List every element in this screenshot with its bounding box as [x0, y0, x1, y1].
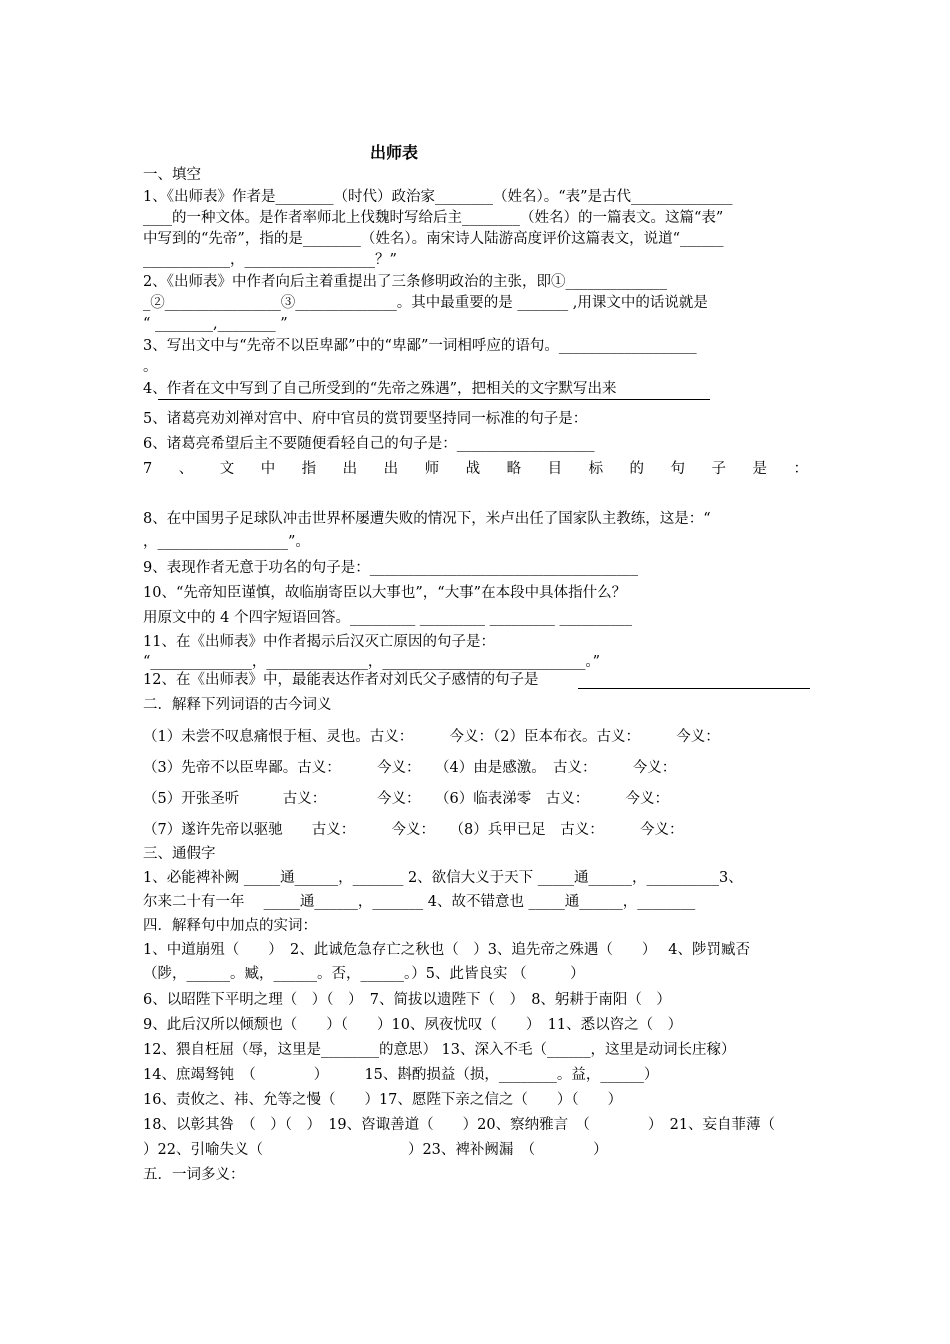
shici-row-7: 16、责攸之、祎、允等之慢（ ）17、愿陛下亲之信之（ ）（ ） — [143, 1092, 623, 1108]
shici-row-2: （陟，______。臧，______。否，______。）5、此皆良实 （ ） — [143, 966, 585, 982]
section-tongjia-heading: 三、通假字 — [143, 846, 216, 862]
tongjia-row-2: 尔来二十有一年 _____通______，_______ 4、故不错意也 _____通______，________ — [143, 894, 696, 910]
question-1-line-1: 1、《出师表》作者是________（时代）政治家________（姓名）。“表”是古代______________ — [143, 189, 733, 205]
section-fill-heading: 一、填空 — [143, 167, 201, 183]
question-11-line-2: “______________，______________，____________________________。” — [143, 654, 601, 670]
q7-char: 是 — [752, 461, 767, 477]
question-2-line-3: “ ________,________ ” — [143, 316, 288, 332]
shici-row-8: 18、以彰其咎 （ ）（ ） 19、咨诹善道（ ）20、察纳雅言 （ ） 21、妄自菲薄（ — [143, 1117, 776, 1133]
question-8-line-2: ，__________________”。 — [143, 534, 310, 550]
shici-row-5: 12、猥自枉屈（辱，这里是________的意思） 13、深入不毛（______，这里是动词长庄稼） — [143, 1042, 736, 1058]
q7-char: 子 — [711, 461, 727, 477]
question-10-line-1: 10、“先帝知臣谨慎，故临崩寄臣以大事也”，“大事”在本段中具体指什么？ — [143, 585, 627, 601]
q7-char: 句 — [670, 461, 686, 477]
vocab-row-2: （3）先帝不以臣卑鄙。古义： 今义： （4）由是感激。 古义： 今义： — [143, 760, 677, 776]
shici-row-1: 1、中道崩殂（ ） 2、此诚危急存亡之秋也（ ）3、追先帝之殊遇（ ） 4、陟罚臧否 — [143, 942, 751, 958]
question-3-line-2: 。 — [143, 359, 158, 375]
shici-row-6: 14、庶竭驽钝 （ ） 15、斟酌损益（损，________。益，______） — [143, 1067, 659, 1083]
q7-char: 标 — [588, 461, 604, 477]
question-9: 9、表现作者无意于功名的句子是：_____________________________________ — [143, 560, 638, 576]
q7-char: 师 — [424, 461, 440, 477]
question-12-answer-line — [578, 688, 810, 689]
question-12: 12、在《出师表》中，最能表达作者对刘氏父子感情的句子是 — [143, 672, 539, 688]
page-title: 出师表 — [370, 143, 419, 162]
vocab-row-1: （1）未尝不叹息痛恨于桓、灵也。古义： 今义：（2）臣本布衣。古义： 今义： — [143, 729, 720, 745]
question-7 — [143, 459, 808, 479]
vocab-row-3: （5）开张圣听 古义： 今义： （6）临表涕零 古义： 今义： — [143, 791, 669, 807]
q7-char: 目 — [547, 461, 563, 477]
q7-char: 、 — [178, 461, 194, 477]
q7-char: 出 — [383, 461, 399, 477]
question-4-answer-line — [158, 399, 710, 400]
q7-char: 指 — [301, 461, 317, 477]
shici-row-3: 6、以昭陛下平明之理（ ）（ ） 7、简拔以遗陛下（ ） 8、躬耕于南阳（ ） — [143, 992, 671, 1008]
q7-char: 战 — [465, 461, 481, 477]
question-8-line-1: 8、在中国男子足球队冲击世界杯屡遭失败的情况下，米卢出任了国家队主教练，这是：“ — [143, 511, 711, 527]
question-11-line-1: 11、在《出师表》中作者揭示后汉灭亡原因的句子是： — [143, 634, 495, 650]
vocab-row-4: （7）遂许先帝以驱驰 古义： 今义： （8）兵甲已足 古义： 今义： — [143, 822, 684, 838]
q7-char: 的 — [629, 461, 645, 477]
question-1-line-3: 中写到的“先帝”，指的是________（姓名）。南宋诗人陆游高度评价这篇表文，说道“______ — [143, 231, 724, 247]
question-1-line-4: ____________，__________________？” — [143, 252, 397, 268]
q7-char: 略 — [506, 461, 522, 477]
q7-char: 文 — [219, 461, 235, 477]
question-1-line-2: ____的一种文体。是作者率师北上伐魏时写给后主________（姓名）的一篇表文。这篇“表” — [143, 210, 724, 226]
q7-char: 中 — [260, 461, 276, 477]
tongjia-row-1: 1、必能裨补阙 _____通______，_______ 2、欲信大义于天下 _____通______，__________3、 — [143, 870, 743, 886]
question-6: 6、诸葛亮希望后主不要随便看轻自己的句子是：___________________ — [143, 436, 595, 452]
q7-char: 7 — [143, 461, 153, 477]
question-5: 5、诸葛亮劝刘禅对宫中、府中官员的赏罚要坚持同一标准的句子是： — [143, 411, 588, 427]
question-10-line-2: 用原文中的 4 个四字短语回答。_________ _________ _________ __________ — [143, 610, 633, 626]
question-2-line-1: 2、《出师表》中作者向后主着重提出了三条修明政治的主张，即①______________ — [143, 274, 667, 290]
shici-row-4: 9、此后汉所以倾颓也（ ）（ ）10、夙夜忧叹（ ） 11、悉以咨之（ ） — [143, 1017, 683, 1033]
section-polysemy-heading: 五．一词多义： — [143, 1167, 245, 1183]
question-2-line-2: _②________________③______________。其中最重要的是 _______ ,用课文中的话说就是 — [143, 295, 708, 311]
question-4-line-1: 4、作者在文中写到了自己所受到的“先帝之殊遇”，把相关的文字默写出来 — [143, 381, 617, 397]
shici-row-9: ）22、引喻失义（ ）23、裨补阙漏 （ ） — [143, 1142, 608, 1158]
section-vocab-heading: 二．解释下列词语的古今词义 — [143, 697, 332, 713]
section-shici-heading: 四．解释句中加点的实词： — [143, 918, 317, 934]
q7-char: ： — [793, 461, 808, 477]
q7-char: 出 — [342, 461, 358, 477]
question-3-line-1: 3、写出文中与“先帝不以臣卑鄙”中的“卑鄙”一词相呼应的语句。___________________ — [143, 338, 697, 354]
